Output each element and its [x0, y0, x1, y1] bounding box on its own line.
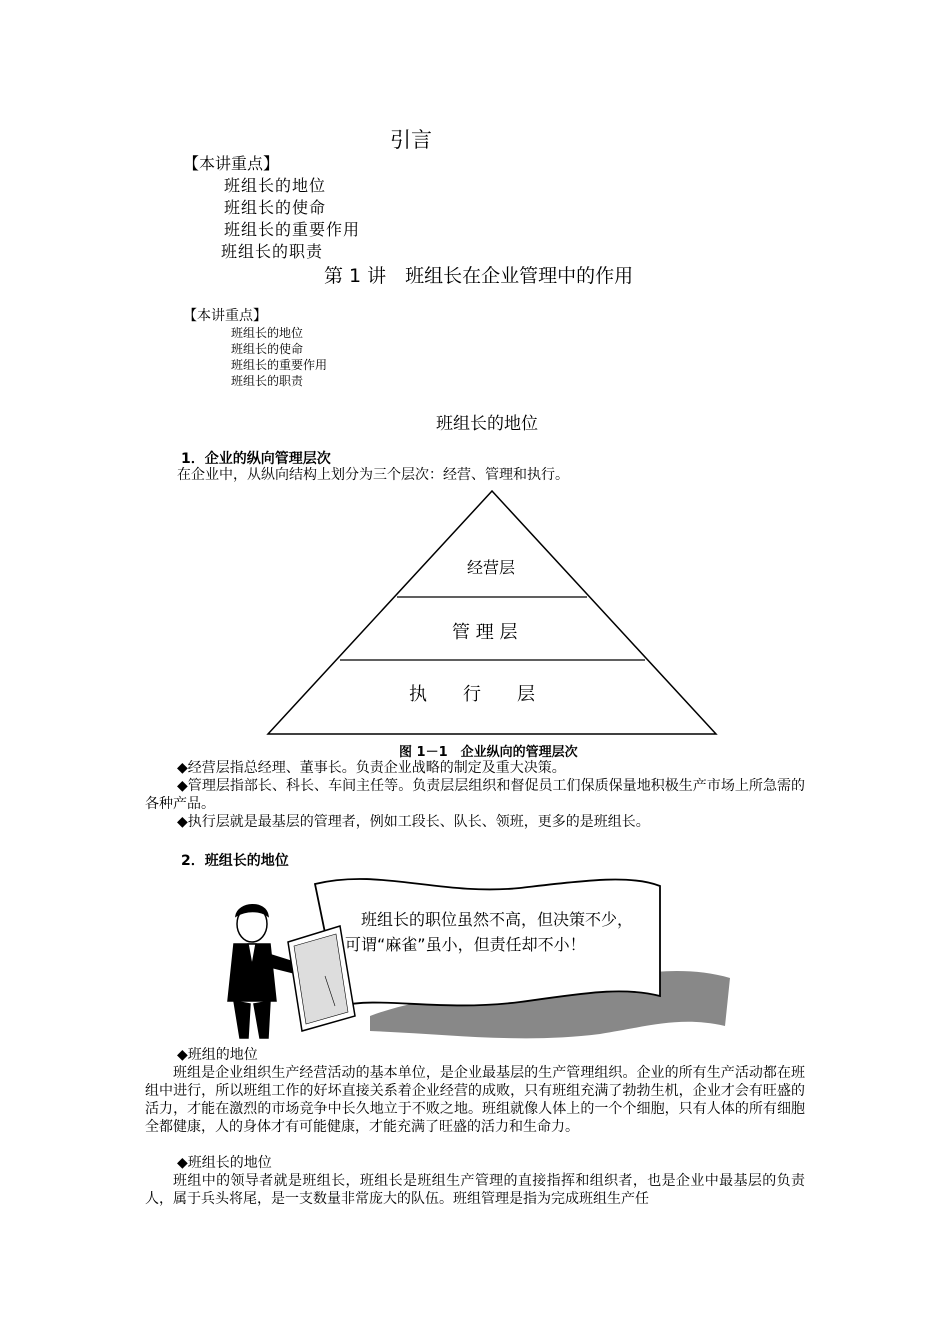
bullet-item: ◆执行层就是最基层的管理者，例如工段长、队长、领班，更多的是班组长。 — [177, 814, 650, 830]
intro-focus-item: 班组长的职责 — [221, 242, 324, 261]
lecture-focus-item: 班组长的重要作用 — [231, 358, 328, 372]
lecture-focus-item: 班组长的地位 — [231, 326, 304, 340]
intro-focus-item: 班组长的重要作用 — [224, 220, 361, 239]
pyramid-caption: 图 1－1 企业纵向的管理层次 — [399, 745, 578, 760]
lecture-focus-heading: 【本讲重点】 — [183, 308, 267, 324]
lecture-title: 第 1 讲 班组长在企业管理中的作用 — [324, 265, 634, 287]
pyramid-level-mid: 管 理 层 — [452, 622, 518, 643]
intro-title: 引言 — [390, 128, 432, 152]
banner-text-line1: 班组长的职位虽然不高，但决策不少， — [361, 910, 634, 929]
bullet-item: ◆管理层指部长、科长、车间主任等。负责层层组织和督促员工们保质保量地积极生产市场上所急需的各种产品。 — [145, 778, 805, 812]
intro-focus-heading: 【本讲重点】 — [183, 154, 280, 173]
paragraph-group-status: 班组是企业组织生产经营活动的基本单位，是企业最基层的生产管理组织。企业的所有生产活动都在班组中进行，所以班组工作的好坏直接关系着企业经营的成败，只有班组充满了勃勃生机，企业才会有旺盛的活力，才能在激烈的市场竞争中长久地立于不败之地。班组就像人体上的一个个细胞，只有人体的所有细胞全都健康，人的身体才有可能健康，才能充满了旺盛的活力和生命力。 — [145, 1065, 805, 1135]
sub2-heading: 2．班组长的地位 — [181, 853, 289, 869]
banner-text-line2: 可谓“麻雀”虽小，但责任却不小！ — [345, 935, 586, 954]
lecture-focus-item: 班组长的职责 — [231, 374, 304, 388]
intro-focus-item: 班组长的地位 — [224, 176, 327, 195]
sub1-heading: 1．企业的纵向管理层次 — [181, 451, 331, 467]
lecture-focus-item: 班组长的使命 — [231, 342, 304, 356]
pyramid-level-bottom: 执 行 层 — [409, 684, 535, 705]
bullet-group-status: ◆班组的地位 — [177, 1047, 258, 1063]
bullet-leader-status: ◆班组长的地位 — [177, 1155, 272, 1171]
manager-illustration — [220, 866, 730, 1046]
pyramid-level-top: 经营层 — [467, 558, 516, 577]
bullet-item: ◆经营层指总经理、董事长。负责企业战略的制定及重大决策。 — [177, 760, 566, 776]
paragraph-leader-status: 班组中的领导者就是班组长，班组长是班组生产管理的直接指挥和组织者，也是企业中最基层的负责人，属于兵头将尾，是一支数量非常庞大的队伍。班组管理是指为完成班组生产任 — [145, 1173, 805, 1207]
intro-focus-item: 班组长的使命 — [224, 198, 327, 217]
sub1-intro: 在企业中，从纵向结构上划分为三个层次：经营、管理和执行。 — [177, 467, 569, 483]
section-title: 班组长的地位 — [436, 414, 538, 434]
